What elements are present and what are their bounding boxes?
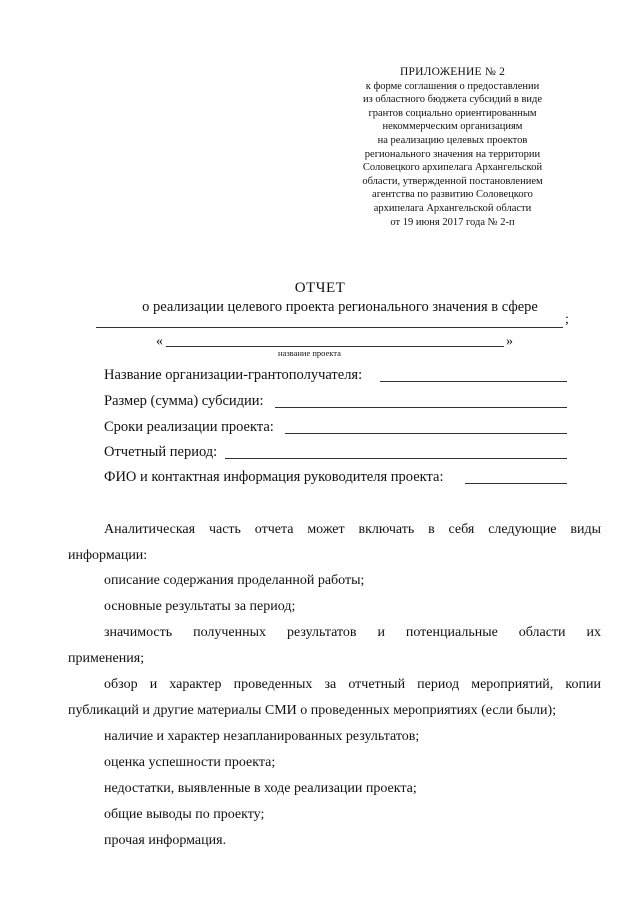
list-item-events-review xyxy=(104,677,601,693)
intro-word: виды xyxy=(570,522,601,537)
appendix-line: к форме соглашения о предоставлении xyxy=(365,80,540,92)
item-word: проведенных xyxy=(233,677,313,692)
field-organization-blank[interactable] xyxy=(380,381,567,382)
list-item-success-evaluation: оценка успешности проекта; xyxy=(104,755,276,770)
list-item-other-info: прочая информация. xyxy=(104,833,227,848)
intro-word: может xyxy=(307,522,345,537)
item-word: области xyxy=(518,625,566,640)
field-period-blank[interactable] xyxy=(225,458,567,459)
item-word: характер xyxy=(169,677,222,692)
intro-word: часть xyxy=(208,522,241,537)
report-subtitle: о реализации целевого проекта регионального значения в сфере xyxy=(142,299,538,315)
appendix-line: некоммерческим организациям xyxy=(382,121,523,133)
sphere-blank-line[interactable] xyxy=(96,327,563,328)
field-manager-blank[interactable] xyxy=(465,483,567,484)
item-word: за xyxy=(324,677,337,692)
field-subsidy-blank[interactable] xyxy=(275,407,567,408)
analytics-intro xyxy=(104,522,601,538)
list-item-unplanned-results: наличие и характер незапланированных результатов; xyxy=(104,729,420,744)
field-terms-label: Сроки реализации проекта: xyxy=(104,419,274,435)
item-word: мероприятий, xyxy=(471,677,554,692)
intro-word: отчета xyxy=(254,522,294,537)
field-organization-label: Название организации-грантополучателя: xyxy=(104,367,363,383)
item-word: копии xyxy=(565,677,601,692)
analytics-intro-end: информации: xyxy=(68,548,148,563)
list-item-work-description: описание содержания проделанной работы; xyxy=(104,573,365,588)
appendix-line: из областного бюджета субсидий в виде xyxy=(362,94,543,106)
project-name-caption: название проекта xyxy=(278,348,341,358)
appendix-line: Соловецкого архипелага Архангельской xyxy=(362,162,543,174)
intro-word: следующие xyxy=(488,522,557,537)
item-word: их xyxy=(586,625,601,640)
list-item-shortcomings: недостатки, выявленные в ходе реализации проекта; xyxy=(104,781,417,796)
quote-open: « xyxy=(156,334,163,349)
list-item-significance xyxy=(104,625,601,641)
item-word: и xyxy=(377,625,385,640)
intro-word: включать xyxy=(358,522,415,537)
intro-word: в xyxy=(428,522,435,537)
project-name-blank-line[interactable] xyxy=(166,346,504,347)
appendix-line: на реализацию целевых проектов xyxy=(377,134,528,146)
item-word: полученных xyxy=(193,625,267,640)
appendix-block xyxy=(325,66,580,229)
item-word: результатов xyxy=(286,625,357,640)
item-word: значимость xyxy=(104,625,173,640)
item-word: обзор xyxy=(104,677,138,692)
list-item-conclusions: общие выводы по проекту; xyxy=(104,807,265,822)
sphere-semicolon: ; xyxy=(565,312,569,327)
list-item-significance-end: применения; xyxy=(68,651,145,666)
item-word: потенциальные xyxy=(405,625,498,640)
field-terms-blank[interactable] xyxy=(285,433,567,434)
appendix-line: агентства по развитию Соловецкого xyxy=(372,189,533,201)
item-word: отчетный xyxy=(348,677,406,692)
appendix-line: архипелага Архангельской области xyxy=(373,202,532,214)
intro-word: Аналитическая xyxy=(104,522,196,537)
item-word: период xyxy=(417,677,460,692)
appendix-line: от 19 июня 2017 года № 2-п xyxy=(390,216,515,228)
intro-word: себя xyxy=(448,522,475,537)
quote-close: » xyxy=(506,334,513,349)
field-period-label: Отчетный период: xyxy=(104,444,218,460)
appendix-line: грантов социально ориентированным xyxy=(368,107,537,119)
field-subsidy-label: Размер (сумма) субсидии: xyxy=(104,393,264,409)
appendix-line: регионального значения на территории xyxy=(364,148,541,160)
item-word: и xyxy=(149,677,158,692)
list-item-main-results: основные результаты за период; xyxy=(104,599,296,614)
report-title: ОТЧЕТ xyxy=(294,280,346,296)
appendix-heading: ПРИЛОЖЕНИЕ № 2 xyxy=(399,66,506,78)
list-item-events-review-end: публикаций и другие материалы СМИ о проведенных мероприятиях (если были); xyxy=(68,703,557,718)
field-manager-label: ФИО и контактная информация руководителя проекта: xyxy=(104,469,444,485)
appendix-line: области, утвержденной постановлением xyxy=(362,175,543,187)
